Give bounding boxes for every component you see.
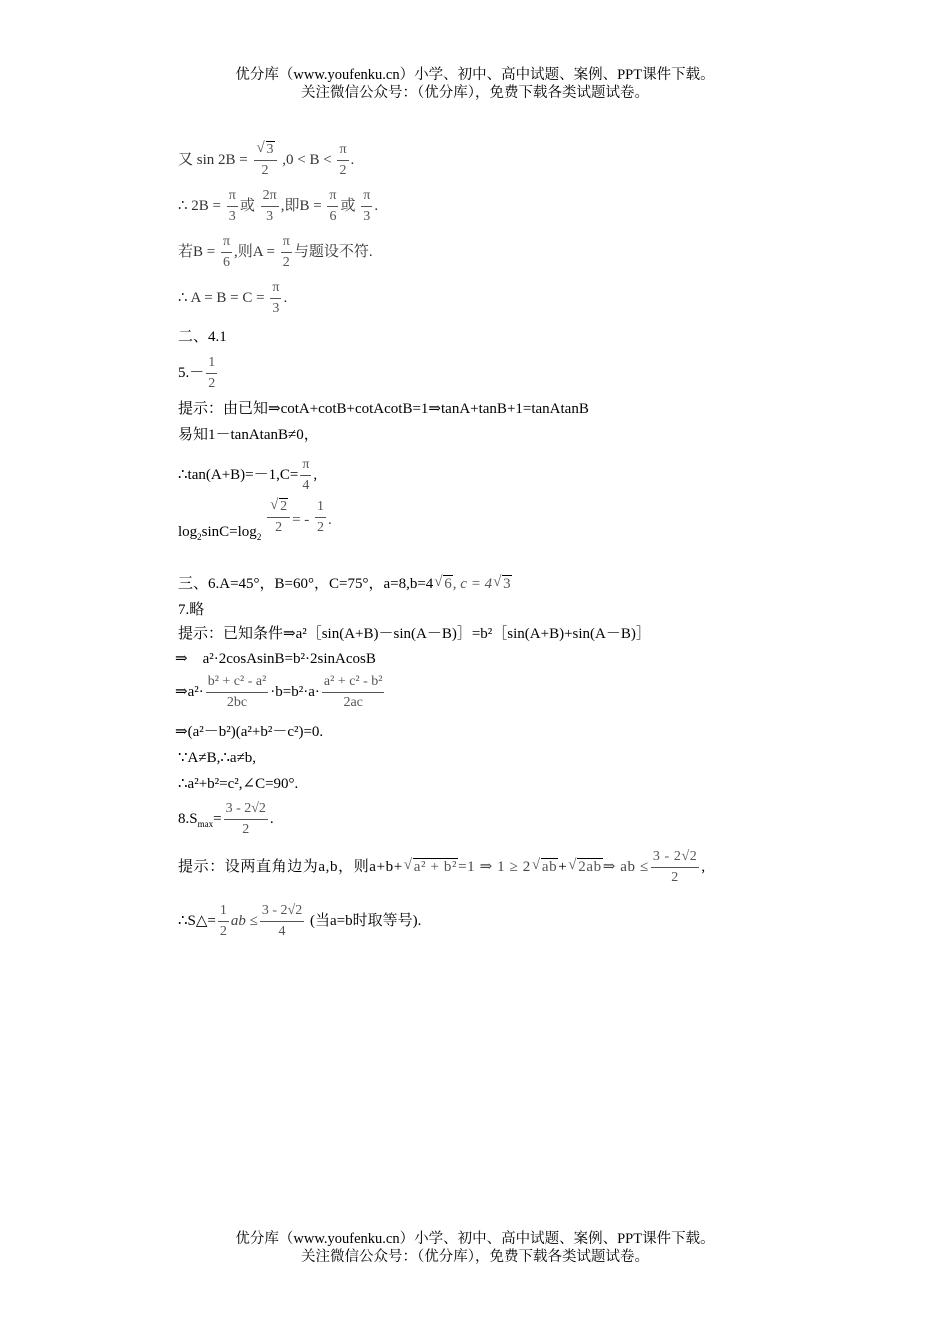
text: π — [361, 189, 372, 207]
text: 2ab — [578, 858, 602, 875]
solution-line-2 — [178, 189, 378, 224]
text: π — [227, 189, 238, 207]
sqrt — [532, 857, 558, 877]
fraction — [254, 143, 277, 178]
fraction — [267, 500, 290, 535]
solution-line-1 — [178, 143, 354, 178]
text: b² + c² - a² — [206, 675, 269, 693]
text: 与题设不符. — [293, 243, 373, 260]
footer-line-1: 优分库（www.youfenku.cn）小学、初中、高中试题、案例、PPT课件下载。 — [235, 1231, 715, 1247]
header — [0, 66, 950, 102]
text: 2 — [256, 532, 262, 542]
text: ∴ 2B = — [178, 197, 222, 214]
text: ·b=b²·a· — [270, 683, 320, 700]
answer-7-line-5: ∵A≠B,∴a≠b, — [178, 750, 257, 766]
text: 1 — [206, 356, 217, 374]
answer-5-hint: 提示：由已知⇒cotA+cotB+cotAcotB=1⇒tanA+tanB+1=tanAtanB — [178, 401, 589, 417]
answer-7-line-3 — [175, 675, 386, 710]
text: ,即B = — [280, 197, 322, 214]
section-2: 二、4.1 — [178, 329, 227, 345]
fraction — [260, 904, 304, 939]
header-line-1: 优分库（www.youfenku.cn）小学、初中、高中试题、案例、PPT课件下载。 — [235, 67, 715, 83]
text: 或 — [239, 197, 255, 214]
text: 5.－ — [178, 364, 205, 381]
text: , c = 4 — [452, 576, 493, 592]
text: a² + b² — [413, 858, 458, 875]
sqrt — [434, 574, 453, 594]
answer-8-line-3 — [178, 904, 421, 939]
log-text — [178, 500, 261, 542]
text: 6 — [223, 255, 230, 270]
text: , — [701, 858, 706, 875]
text: 又 — [178, 151, 194, 168]
fraction — [261, 189, 279, 224]
answer-5 — [178, 356, 219, 391]
answer-5-line-4 — [178, 500, 332, 542]
text: ∴ A = B = C = — [178, 289, 265, 306]
fraction — [221, 235, 232, 270]
fraction — [281, 235, 292, 270]
text: a² + c² - b² — [322, 675, 385, 693]
fraction — [206, 356, 217, 391]
answer-7-line-6: ∴a²+b²=c²,∠C=90°. — [178, 776, 299, 792]
solution-line-4 — [178, 281, 287, 316]
fraction — [651, 850, 700, 885]
header-line-2: 关注微信公众号：（优分库），免费下载各类试题试卷。 — [301, 85, 649, 101]
sqrt — [270, 500, 288, 514]
text: log — [178, 524, 198, 540]
text: 6 — [329, 209, 337, 224]
text: 1 — [218, 904, 229, 922]
text: 2 — [208, 376, 216, 391]
text: ,则A = — [234, 243, 276, 260]
text: 3 — [272, 301, 280, 316]
text: + — [558, 858, 568, 875]
text: 2 — [219, 924, 227, 939]
text: 3 - 2√2 — [651, 850, 700, 868]
text: π — [300, 458, 311, 476]
text: 2 — [280, 499, 288, 514]
text: = — [213, 810, 222, 827]
text: 2 — [671, 870, 679, 885]
text: 2 — [197, 532, 202, 542]
text: 2 — [282, 255, 290, 270]
fraction — [315, 500, 326, 535]
text: . — [350, 151, 355, 168]
sqrt — [568, 857, 602, 877]
text: 3 — [266, 142, 274, 157]
text: 3 — [228, 209, 236, 224]
fraction — [224, 802, 268, 837]
fraction — [227, 189, 238, 224]
text: 3 - 2√2 — [260, 904, 304, 922]
text: ∴tan(A+B)=－1,C= — [178, 466, 299, 483]
text: 2 — [275, 520, 283, 535]
text: 2 — [242, 822, 250, 837]
text: ⇒a²· — [175, 683, 204, 700]
footer-line-2: 关注微信公众号：（优分库），免费下载各类试题试卷。 — [301, 1249, 649, 1265]
answer-7-line-2: ⇒ a²·2cosAsinB=b²·2sinAcosB — [175, 651, 376, 667]
text: 三、6.A=45°，B=60°，C=75°，a=8,b=4 — [178, 576, 434, 592]
fraction — [270, 281, 281, 316]
fraction — [206, 675, 269, 710]
text: =1 ⇒ 1 ≥ 2 — [458, 858, 531, 875]
text: π — [337, 143, 348, 161]
text: . — [283, 289, 288, 306]
fraction — [327, 189, 338, 224]
text: 3 — [363, 209, 371, 224]
answer-8-hint — [178, 850, 706, 885]
text: 3 — [266, 209, 274, 224]
fraction — [337, 143, 348, 178]
text: 3 - 2√2 — [224, 802, 268, 820]
text: 若B = — [178, 243, 216, 260]
text: π — [221, 235, 232, 253]
text: = - — [292, 512, 310, 528]
solution-line-3 — [178, 235, 373, 270]
text: 8.S — [178, 810, 198, 827]
text: ∴S△= — [178, 912, 216, 929]
answer-8 — [178, 802, 274, 837]
section-3 — [178, 574, 512, 594]
text: 4 — [302, 478, 310, 493]
text: , — [313, 466, 318, 483]
text: 3 — [503, 576, 511, 592]
text: max — [197, 818, 214, 829]
text: ab ≤ — [230, 912, 258, 929]
footer — [0, 1230, 950, 1266]
text: 2 — [317, 520, 325, 535]
text: ⇒ ab ≤ — [602, 858, 649, 875]
text: sinC=log — [201, 524, 257, 540]
text: 6 — [444, 576, 452, 592]
text: 或 — [340, 197, 356, 214]
sqrt — [257, 143, 275, 157]
text: ab — [541, 858, 558, 875]
text: 1 — [315, 500, 326, 518]
sqrt — [493, 574, 512, 594]
text: 提示：设两直角边为a,b，则a+b+ — [178, 858, 403, 875]
text: . — [374, 197, 379, 214]
text: π — [327, 189, 338, 207]
fraction — [361, 189, 372, 224]
fraction — [218, 904, 229, 939]
text: 2ac — [343, 695, 363, 710]
text: sin 2B = — [196, 151, 248, 168]
text: ,0 < B < — [282, 151, 332, 168]
text: . — [269, 810, 274, 827]
text: 4 — [278, 924, 286, 939]
text: 2 — [261, 163, 269, 178]
text: π — [281, 235, 292, 253]
text: 2π — [261, 189, 279, 207]
answer-7-hint: 提示：已知条件⇒a²［sin(A+B)－sin(A－B)］=b²［sin(A+B)+sin(A－B)］ — [178, 626, 651, 642]
answer-5-line-2: 易知1－tanAtanB≠0， — [178, 427, 319, 443]
answer-7: 7.略 — [178, 602, 205, 618]
fraction — [322, 675, 385, 710]
text: π — [270, 281, 281, 299]
text: 2bc — [226, 695, 248, 710]
answer-7-line-4: ⇒(a²－b²)(a²+b²－c²)=0. — [175, 724, 324, 740]
text: (当a=b时取等号). — [309, 912, 422, 929]
text: 2 — [339, 163, 347, 178]
text: . — [328, 512, 332, 528]
sqrt — [404, 857, 458, 877]
answer-5-line-3 — [178, 458, 317, 493]
fraction — [300, 458, 311, 493]
